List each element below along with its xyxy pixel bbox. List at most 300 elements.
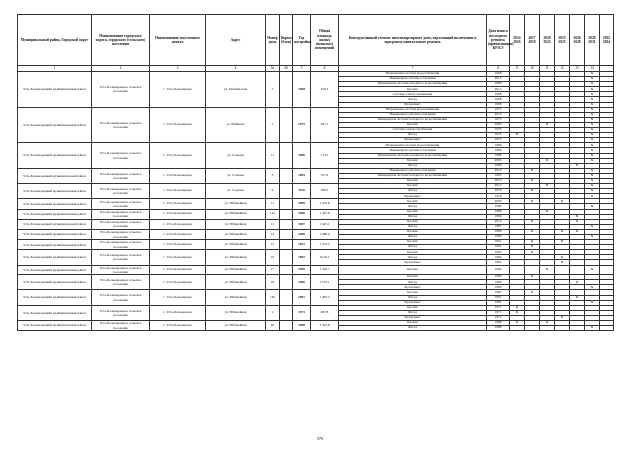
period-mark-cell: X: [585, 300, 600, 305]
repair-date-cell: 2010: [487, 219, 510, 224]
repair-date-cell: 1986: [487, 229, 510, 234]
period-mark-cell: X: [585, 133, 600, 138]
element-cell: Кровля: [339, 199, 487, 204]
capital-repair-table: [17, 14, 614, 331]
period-mark-cell: [555, 326, 570, 331]
repair-date-cell: 1986: [487, 148, 510, 153]
period-mark-cell: X: [585, 265, 600, 275]
street-cell: ул. Юбилейная: [206, 229, 266, 239]
repair-date-cell: 1986: [487, 235, 510, 240]
settlement-cell: Усть-Большерецкое сельское поселение: [92, 168, 150, 183]
header-cell: 2017 2019: [525, 15, 540, 66]
period-mark-cell: X: [585, 97, 600, 102]
block-cell: [280, 305, 293, 320]
house-number-cell: 3: [266, 168, 280, 183]
period-mark-cell: X: [540, 184, 555, 189]
column-number: 1: [18, 66, 92, 72]
period-mark-cell: X: [540, 122, 555, 127]
element-cell: Фасад: [339, 326, 487, 331]
column-number: 12: [555, 66, 570, 72]
element-cell: Инженерная система отопления: [339, 168, 487, 173]
repair-date-cell: 1971: [487, 310, 510, 315]
build-year-cell: 1971: [293, 305, 311, 320]
build-year-cell: 1985: [293, 168, 311, 183]
block-cell: [280, 219, 293, 229]
settlement-cell: Усть-Большерецкое сельское поселение: [92, 72, 150, 108]
street-cell: ул. Юбилейная: [206, 240, 266, 250]
period-mark-cell: [510, 326, 525, 331]
period-mark-cell: X: [525, 189, 540, 194]
build-year-cell: 1996: [293, 265, 311, 275]
element-cell: Фундамент: [339, 194, 487, 199]
build-year-cell: 1981: [293, 290, 311, 305]
build-year-cell: 1976: [293, 184, 311, 199]
locality-cell: с. Усть-Большерецк: [150, 229, 206, 239]
block-cell: [280, 321, 293, 331]
block-cell: [280, 275, 293, 290]
period-mark-cell: X: [570, 163, 585, 168]
header-cell: Муниципальный район, Городской округ: [18, 15, 92, 66]
house-number-cell: 18: [266, 275, 280, 290]
header-row: [18, 15, 614, 66]
element-cell: Инженерная система холодного водоснабжения: [339, 117, 487, 122]
repair-date-cell: 1988: [487, 321, 510, 326]
header-cell: Адрес: [206, 15, 266, 66]
period-mark-cell: X: [570, 280, 585, 285]
locality-cell: с. Усть-Большерецк: [150, 265, 206, 275]
column-number: 6: [311, 66, 339, 72]
element-cell: Кровля: [339, 178, 487, 183]
period-mark-cell: X: [570, 295, 585, 300]
period-mark-cell: X: [585, 107, 600, 112]
district-cell: Усть-Большерецкий муниципальный район: [18, 240, 92, 250]
street-cell: ул. Юбилейная: [206, 290, 266, 305]
element-cell: Фундамент: [339, 285, 487, 290]
district-cell: Усть-Большерецкий муниципальный район: [18, 209, 92, 219]
column-number: 11: [540, 66, 555, 72]
period-mark-cell: X: [525, 168, 540, 173]
repair-date-cell: 2013: [487, 87, 510, 92]
header-cell: 2020 2022: [540, 15, 555, 66]
element-cell: Инженерная система водоснабжения: [339, 107, 487, 112]
period-mark-cell: X: [540, 321, 555, 326]
repair-date-cell: 2010: [487, 178, 510, 183]
area-cell: 1 567.8: [311, 209, 339, 219]
column-number: 13: [570, 66, 585, 72]
period-mark-cell: X: [585, 204, 600, 209]
district-cell: Усть-Большерецкий муниципальный район: [18, 250, 92, 265]
period-mark-cell: X: [585, 77, 600, 82]
period-mark-cell: X: [510, 321, 525, 326]
period-mark-cell: X: [570, 219, 585, 224]
area-cell: 588.3: [311, 184, 339, 199]
repair-date-cell: 1975: [487, 138, 510, 143]
column-number: 14: [585, 66, 600, 72]
street-cell: ул. Юбилейная: [206, 321, 266, 331]
period-mark-cell: [570, 326, 585, 331]
settlement-cell: Усть-Большерецкое сельское поселение: [92, 143, 150, 168]
house-number-cell: 12а: [266, 209, 280, 219]
period-mark-cell: X: [585, 148, 600, 153]
house-number-cell: 2: [266, 305, 280, 320]
element-cell: Фасад: [339, 133, 487, 138]
settlement-cell: Усть-Большерецкое сельское поселение: [92, 209, 150, 219]
repair-date-cell: 1968: [487, 102, 510, 107]
header-cell: Дата износа последнего ремонта (приватизации) КР КЭ: [487, 15, 510, 66]
period-mark-cell: [525, 265, 540, 275]
area-cell: 387.1: [311, 107, 339, 143]
period-mark-cell: [525, 326, 540, 331]
repair-date-cell: 1981: [487, 295, 510, 300]
house-number-cell: 17: [266, 265, 280, 275]
locality-cell: с. Усть-Большерецк: [150, 72, 206, 108]
element-cell: Кровля: [339, 305, 487, 310]
street-cell: ул. Юбилейная: [206, 219, 266, 229]
district-cell: Усть-Большерецкий муниципальный район: [18, 229, 92, 239]
period-mark-cell: X: [585, 102, 600, 107]
period-mark-cell: X: [585, 285, 600, 290]
element-cell: Фундамент: [339, 260, 487, 265]
build-year-cell: 1988: [293, 321, 311, 331]
period-mark-cell: [600, 326, 614, 331]
district-cell: Усть-Большерецкий муниципальный район: [18, 290, 92, 305]
block-cell: [280, 143, 293, 168]
column-number: 4а: [266, 66, 280, 72]
block-cell: [280, 72, 293, 108]
house-number-cell: 18а: [266, 290, 280, 305]
repair-date-cell: 1981: [487, 300, 510, 305]
period-mark-cell: X: [585, 173, 600, 178]
locality-cell: с. Усть-Большерецк: [150, 305, 206, 320]
element-cell: Фасад: [339, 97, 487, 102]
header-cell: 2026 2028: [570, 15, 585, 66]
area-cell: 1 470,8: [311, 199, 339, 209]
locality-cell: с. Усть-Большерецк: [150, 184, 206, 199]
period-mark-cell: X: [555, 260, 570, 265]
period-mark-cell: X: [555, 229, 570, 234]
repair-date-cell: 1981: [487, 290, 510, 295]
element-cell: Фундамент: [339, 102, 487, 107]
repair-date-cell: 2010: [487, 112, 510, 117]
district-cell: Усть-Большерецкий муниципальный район: [18, 184, 92, 199]
house-number-cell: 5: [266, 72, 280, 108]
element-cell: Кровля: [339, 290, 487, 295]
period-mark-cell: X: [585, 194, 600, 199]
district-cell: Усть-Большерецкий муниципальный район: [18, 219, 92, 229]
period-mark-cell: X: [585, 153, 600, 158]
house-number-cell: 15: [266, 240, 280, 250]
element-cell: Фундамент: [339, 300, 487, 305]
build-year-cell: 1986: [293, 209, 311, 219]
repair-date-cell: 1975: [487, 107, 510, 112]
element-cell: Фасад: [339, 214, 487, 219]
settlement-cell: Усть-Большерецкое сельское поселение: [92, 305, 150, 320]
element-cell: Кровля: [339, 184, 487, 189]
period-mark-cell: X: [585, 326, 600, 331]
house-number-cell: 11: [266, 199, 280, 209]
period-mark-cell: X: [525, 290, 540, 295]
locality-cell: с. Усть-Большерецк: [150, 290, 206, 305]
period-mark-cell: X: [555, 240, 570, 245]
street-cell: ул. Юбилейная: [206, 199, 266, 209]
locality-cell: с. Усть-Большерецк: [150, 143, 206, 168]
repair-date-cell: 1987: [487, 224, 510, 229]
district-cell: Усть-Большерецкий муниципальный район: [18, 107, 92, 143]
district-cell: Усть-Большерецкий муниципальный район: [18, 321, 92, 331]
period-mark-cell: X: [555, 255, 570, 260]
build-year-cell: 1982: [293, 250, 311, 265]
period-mark-cell: X: [525, 219, 540, 224]
settlement-cell: Усть-Большерецкое сельское поселение: [92, 290, 150, 305]
area-cell: 557.4: [311, 168, 339, 183]
repair-date-cell: 1968: [487, 82, 510, 87]
build-year-cell: 1968: [293, 72, 311, 108]
area-cell: 1 354.2: [311, 240, 339, 250]
period-mark-cell: X: [510, 305, 525, 310]
area-cell: 713.3: [311, 143, 339, 168]
table-body: [18, 72, 614, 331]
block-cell: [280, 209, 293, 219]
locality-cell: с. Усть-Большерецк: [150, 275, 206, 290]
column-number: 7: [339, 66, 487, 72]
element-cell: Фасад: [339, 245, 487, 250]
period-mark-cell: X: [525, 229, 540, 234]
column-number: 8: [487, 66, 510, 72]
period-mark-cell: X: [540, 158, 555, 163]
repair-date-cell: 1971: [487, 305, 510, 310]
settlement-cell: Усть-Большерецкое сельское поселение: [92, 219, 150, 229]
locality-cell: с. Усть-Большерецк: [150, 321, 206, 331]
period-mark-cell: X: [585, 143, 600, 148]
block-cell: [280, 184, 293, 199]
district-cell: Усть-Большерецкий муниципальный район: [18, 143, 92, 168]
period-mark-cell: X: [525, 199, 540, 204]
area-cell: 1 483.4: [311, 290, 339, 305]
element-cell: Фундамент: [339, 138, 487, 143]
settlement-cell: Усть-Большерецкое сельское поселение: [92, 265, 150, 275]
block-cell: [280, 265, 293, 275]
build-year-cell: 1986: [293, 143, 311, 168]
period-mark-cell: X: [555, 315, 570, 320]
street-cell: ул. Юбилейная: [206, 250, 266, 265]
district-cell: Усть-Большерецкий муниципальный район: [18, 72, 92, 108]
period-mark-cell: X: [570, 214, 585, 219]
header-cell: Общая площадь жилых (нежилых) помещений: [311, 15, 339, 66]
build-year-cell: 1989: [293, 199, 311, 209]
element-cell: Фасад: [339, 255, 487, 260]
house-number-cell: 9: [266, 184, 280, 199]
street-cell: ул. Юбилейная: [206, 305, 266, 320]
repair-date-cell: 1976: [487, 189, 510, 194]
repair-date-cell: 1988: [487, 326, 510, 331]
repair-date-cell: 1975: [487, 133, 510, 138]
area-cell: 1 329.7: [311, 265, 339, 275]
element-cell: Фундамент: [339, 315, 487, 320]
area-cell: 1.533.1: [311, 275, 339, 290]
period-mark-cell: X: [525, 250, 540, 255]
house-number-cell: 14: [266, 229, 280, 239]
area-cell: 1.388.4: [311, 229, 339, 239]
repair-date-cell: 2013: [487, 77, 510, 82]
district-cell: Усть-Большерецкий муниципальный район: [18, 199, 92, 209]
element-cell: Кровля: [339, 321, 487, 326]
header-cell: Наименование населенного пункта: [150, 15, 206, 66]
element-cell: Инженерная система холодного водоснабжения: [339, 173, 487, 178]
district-cell: Усть-Большерецкий муниципальный район: [18, 305, 92, 320]
area-cell: 1016.2: [311, 250, 339, 265]
header-cell: 2023 2025: [555, 15, 570, 66]
period-mark-cell: X: [585, 72, 600, 77]
header-cell: Номер дома: [266, 15, 280, 66]
settlement-cell: Усть-Большерецкое сельское поселение: [92, 240, 150, 250]
element-cell: Инженерная система холодного водоснабжения: [339, 82, 487, 87]
period-mark-cell: [510, 265, 525, 275]
street-cell: ул. Садовая: [206, 143, 266, 168]
repair-date-cell: 2006: [487, 158, 510, 163]
build-year-cell: 1975: [293, 107, 311, 143]
locality-cell: с. Усть-Большерецк: [150, 168, 206, 183]
repair-date-cell: 1971: [487, 315, 510, 320]
block-cell: [280, 168, 293, 183]
street-cell: ул. Октябрьская: [206, 72, 266, 108]
repair-date-cell: 1982: [487, 250, 510, 255]
column-number: 5: [293, 66, 311, 72]
repair-date-cell: 1996: [487, 265, 510, 275]
period-mark-cell: X: [510, 310, 525, 315]
column-number: 4б: [280, 66, 293, 72]
element-cell: Фасад: [339, 224, 487, 229]
repair-date-cell: 1980: [487, 275, 510, 280]
repair-date-cell: 1986: [487, 209, 510, 214]
settlement-cell: Усть-Большерецкое сельское поселение: [92, 250, 150, 265]
repair-date-cell: 1985: [487, 173, 510, 178]
district-cell: Усть-Большерецкий муниципальный район: [18, 168, 92, 183]
header-cell: Год постройки: [293, 15, 311, 66]
block-cell: [280, 107, 293, 143]
element-cell: Кровля: [339, 219, 487, 224]
build-year-cell: 1986: [293, 229, 311, 239]
element-cell: Кровля: [339, 240, 487, 245]
district-cell: Усть-Большерецкий муниципальный район: [18, 275, 92, 290]
repair-date-cell: 2009: [487, 199, 510, 204]
area-cell: 330.3: [311, 72, 339, 108]
period-mark-cell: X: [585, 128, 600, 133]
element-cell: Инженерная система отопления: [339, 112, 487, 117]
street-cell: ул. Садовая: [206, 168, 266, 183]
area-cell: 3 591,8: [311, 321, 339, 331]
element-cell: Инженерная система водоснабжения: [339, 143, 487, 148]
repair-date-cell: 1986: [487, 153, 510, 158]
element-cell: Система электроснабжения: [339, 92, 487, 97]
repair-date-cell: 1986: [487, 214, 510, 219]
repair-date-cell: 1991: [487, 245, 510, 250]
settlement-cell: Усть-Большерецкое сельское поселение: [92, 275, 150, 290]
block-cell: [280, 240, 293, 250]
header-cell: 2032 2034: [600, 15, 614, 66]
locality-cell: с. Усть-Большерецк: [150, 250, 206, 265]
header-cell: Конструктивный элемент многоквартирного дома, подлежащий включению в программу капитального ремонта: [339, 15, 487, 66]
settlement-cell: Усть-Большерецкое сельское поселение: [92, 321, 150, 331]
period-mark-cell: [540, 326, 555, 331]
street-cell: ул. Рябикова: [206, 107, 266, 143]
repair-date-cell: 1982: [487, 260, 510, 265]
house-number-cell: 16: [266, 250, 280, 265]
element-cell: Кровля: [339, 158, 487, 163]
column-number: 10: [525, 66, 540, 72]
build-year-cell: 1991: [293, 240, 311, 250]
element-cell: Фасад: [339, 163, 487, 168]
street-cell: ул. Юбилейная: [206, 209, 266, 219]
settlement-cell: Усть-Большерецкое сельское поселение: [92, 184, 150, 199]
repair-date-cell: 1968: [487, 72, 510, 77]
period-mark-cell: X: [585, 122, 600, 127]
period-mark-cell: X: [555, 199, 570, 204]
repair-date-cell: 1986: [487, 143, 510, 148]
column-number: 3: [150, 66, 206, 72]
repair-date-cell: 1975: [487, 128, 510, 133]
settlement-cell: Усть-Большерецкое сельское поселение: [92, 199, 150, 209]
period-mark-cell: X: [585, 92, 600, 97]
area-cell: 487.8: [311, 305, 339, 320]
element-cell: Фасад: [339, 235, 487, 240]
repair-date-cell: 2009: [487, 122, 510, 127]
period-mark-cell: X: [525, 275, 540, 280]
element-cell: Инженерная система отопления: [339, 148, 487, 153]
block-cell: [280, 199, 293, 209]
district-cell: Усть-Большерецкий муниципальный район: [18, 265, 92, 275]
element-cell: Кровля: [339, 250, 487, 255]
house-number-cell: 13: [266, 219, 280, 229]
header-cell: 2014 2016: [510, 15, 525, 66]
period-mark-cell: X: [585, 235, 600, 240]
period-mark-cell: X: [525, 240, 540, 245]
element-cell: Система электроснабжения: [339, 128, 487, 133]
period-mark-cell: X: [585, 87, 600, 92]
street-cell: ул. Юбилейная: [206, 275, 266, 290]
block-cell: [280, 290, 293, 305]
repair-date-cell: 1976: [487, 194, 510, 199]
period-mark-cell: X: [585, 168, 600, 173]
page-number: 370: [316, 436, 324, 441]
element-cell: Фасад: [339, 280, 487, 285]
period-mark-cell: X: [585, 189, 600, 194]
element-cell: Кровля: [339, 87, 487, 92]
column-number: 4: [206, 66, 266, 72]
period-mark-cell: X: [585, 117, 600, 122]
period-mark-cell: X: [570, 229, 585, 234]
element-cell: Кровля: [339, 122, 487, 127]
repair-date-cell: 1991: [487, 240, 510, 245]
period-mark-cell: X: [585, 224, 600, 229]
header-cell: Корпус (блок): [280, 15, 293, 66]
period-mark-cell: [555, 265, 570, 275]
settlement-cell: Усть-Большерецкое сельское поселение: [92, 229, 150, 239]
period-mark-cell: X: [585, 82, 600, 87]
repair-date-cell: 1986: [487, 163, 510, 168]
period-mark-cell: X: [510, 133, 525, 138]
repair-date-cell: 1989: [487, 204, 510, 209]
locality-cell: с. Усть-Большерецк: [150, 199, 206, 209]
period-mark-cell: X: [525, 178, 540, 183]
locality-cell: с. Усть-Большерецк: [150, 209, 206, 219]
column-number: 2: [92, 66, 150, 72]
element-cell: Инженерная система водоснабжения: [339, 72, 487, 77]
repair-date-cell: 1968: [487, 92, 510, 97]
locality-cell: с. Усть-Большерецк: [150, 107, 206, 143]
street-cell: ул. Садовая: [206, 184, 266, 199]
repair-date-cell: 1982: [487, 255, 510, 260]
locality-cell: с. Усть-Большерецк: [150, 240, 206, 250]
